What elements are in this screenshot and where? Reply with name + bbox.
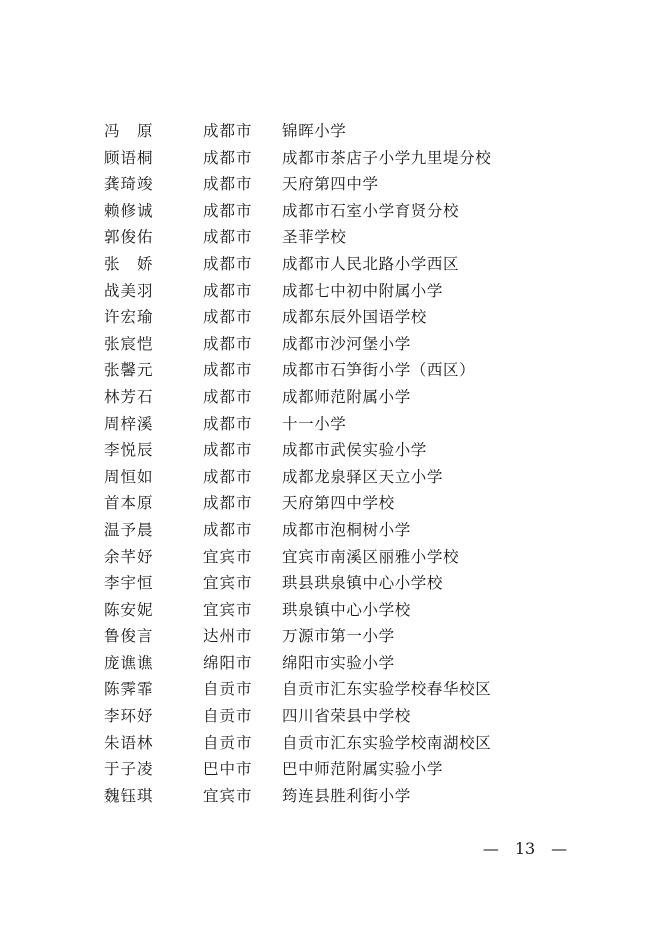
roster-row [0,517,660,544]
school-name: 成都市武侯实验小学 [282,441,427,460]
school-name: 天府第四中学 [282,175,379,194]
roster-row [0,251,660,278]
school-name: 筠连县胜利街小学 [282,786,411,805]
student-name: 陈霁霏 [104,680,154,699]
student-name: 许宏瑜 [104,308,154,327]
student-name: 陈安妮 [104,600,154,619]
student-name: 李宇恒 [104,574,154,593]
city-name: 巴中市 [203,760,253,779]
student-name: 李悦辰 [104,441,154,460]
roster-row [0,490,660,517]
school-name: 成都师范附属小学 [282,387,411,406]
school-name: 四川省荣县中学校 [282,707,411,726]
city-name: 成都市 [203,201,253,220]
city-name: 宜宾市 [203,786,253,805]
roster-row [0,357,660,384]
student-name: 于子凌 [104,760,154,779]
student-name: 龚琦竣 [104,175,154,194]
student-name: 战美羽 [104,281,154,300]
school-name: 绵阳市实验小学 [282,653,395,672]
roster-row [0,544,660,571]
student-name: 赖修诚 [104,201,154,220]
city-name: 绵阳市 [203,653,253,672]
roster-list [0,118,660,809]
school-name: 珙县珙泉镇中心小学校 [282,574,444,593]
roster-row [0,331,660,358]
roster-row [0,650,660,677]
student-name: 张馨元 [104,361,154,380]
student-name: 李环妤 [104,707,154,726]
school-name: 成都市石室小学育贤分校 [282,201,460,220]
student-name: 周梓溪 [104,414,154,433]
roster-row [0,703,660,730]
roster-row [0,118,660,145]
roster-row [0,171,660,198]
roster-row [0,623,660,650]
school-name: 天府第四中学校 [282,494,395,513]
student-name: 温予晨 [104,520,154,539]
student-name: 张宸恺 [104,334,154,353]
roster-row [0,570,660,597]
school-name: 宜宾市南溪区丽雅小学校 [282,547,460,566]
roster-row [0,198,660,225]
city-name: 成都市 [203,467,253,486]
roster-row [0,411,660,438]
city-name: 成都市 [203,387,253,406]
school-name: 成都市茶店子小学九里堤分校 [282,148,492,167]
student-name: 首本原 [104,494,154,513]
roster-row [0,145,660,172]
city-name: 成都市 [203,175,253,194]
student-name: 张 娇 [104,254,154,273]
page-number: — 13 — [482,839,568,858]
city-name: 成都市 [203,148,253,167]
city-name: 成都市 [203,122,253,140]
roster-row [0,756,660,783]
city-name: 宜宾市 [203,600,253,619]
roster-row [0,730,660,757]
roster-row [0,676,660,703]
school-name: 成都市人民北路小学西区 [282,254,460,273]
school-name: 圣菲学校 [282,228,347,247]
school-name: 珙泉镇中心小学校 [282,600,411,619]
roster-row [0,304,660,331]
roster-row [0,597,660,624]
roster-row [0,384,660,411]
school-name: 成都市沙河堡小学 [282,334,411,353]
student-name: 郭俊佑 [104,228,154,247]
school-name: 成都市石笋街小学（西区） [282,361,476,380]
city-name: 成都市 [203,520,253,539]
school-name: 成都龙泉驿区天立小学 [282,467,444,486]
student-name: 冯 原 [104,122,154,140]
city-name: 成都市 [203,414,253,433]
roster-row [0,464,660,491]
student-name: 林芳石 [104,387,154,406]
student-name: 魏钰琪 [104,786,154,805]
city-name: 成都市 [203,361,253,380]
city-name: 达州市 [203,627,253,646]
student-name: 顾语桐 [104,148,154,167]
city-name: 自贡市 [203,680,253,699]
student-name: 周恒如 [104,467,154,486]
city-name: 成都市 [203,308,253,327]
student-name: 鲁俊言 [104,627,154,646]
city-name: 成都市 [203,254,253,273]
city-name: 成都市 [203,494,253,513]
city-name: 成都市 [203,281,253,300]
student-name: 庞谯谯 [104,653,154,672]
student-name: 余芊妤 [104,547,154,566]
school-name: 自贡市汇东实验学校南湖校区 [282,733,492,752]
city-name: 宜宾市 [203,574,253,593]
school-name: 锦晖小学 [282,122,347,140]
city-name: 自贡市 [203,707,253,726]
school-name: 成都七中初中附属小学 [282,281,444,300]
city-name: 成都市 [203,334,253,353]
city-name: 成都市 [203,441,253,460]
school-name: 十一小学 [282,414,347,433]
roster-row [0,783,660,810]
roster-row [0,437,660,464]
roster-row [0,224,660,251]
student-name: 朱语林 [104,733,154,752]
school-name: 成都市泡桐树小学 [282,520,411,539]
school-name: 自贡市汇东实验学校春华校区 [282,680,492,699]
city-name: 成都市 [203,228,253,247]
school-name: 巴中师范附属实验小学 [282,760,444,779]
roster-row [0,278,660,305]
school-name: 成都东辰外国语学校 [282,308,427,327]
city-name: 自贡市 [203,733,253,752]
school-name: 万源市第一小学 [282,627,395,646]
city-name: 宜宾市 [203,547,253,566]
